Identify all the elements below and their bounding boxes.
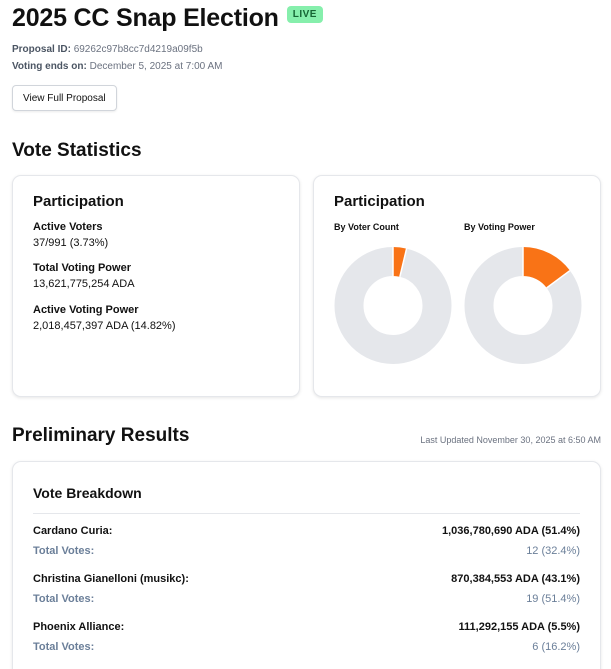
total-voting-power-label: Total Voting Power xyxy=(33,262,131,274)
proposal-id-label: Proposal ID: xyxy=(12,44,71,55)
active-voting-power-label: Active Voting Power xyxy=(33,304,139,316)
proposal-id-value: 69262c97b8cc7d4219a09f5b xyxy=(73,44,203,55)
view-full-proposal-button[interactable]: View Full Proposal xyxy=(12,85,117,111)
preliminary-results-title: Preliminary Results xyxy=(12,425,190,446)
candidate-name: Cardano Curia: xyxy=(33,525,113,537)
page-title: 2025 CC Snap Election xyxy=(12,4,279,32)
active-voting-power-value: 2,018,457,397 ADA (14.82%) xyxy=(33,320,176,332)
status-badge: LIVE xyxy=(287,6,323,23)
total-votes-label: Total Votes: xyxy=(33,593,95,605)
candidate-votes: 19 (51.4%) xyxy=(526,593,580,605)
participation-chart-title: Participation xyxy=(334,193,425,210)
proposal-id xyxy=(12,44,203,55)
participation-chart-card xyxy=(313,175,601,397)
vote-breakdown-title: Vote Breakdown xyxy=(33,485,142,501)
vote-breakdown-card xyxy=(12,461,601,669)
total-votes-label: Total Votes: xyxy=(33,641,95,653)
last-updated-text: Last Updated November 30, 2025 at 6:50 AM xyxy=(420,435,601,445)
active-voters-label: Active Voters xyxy=(33,221,103,233)
voting-ends-value: December 5, 2025 at 7:00 AM xyxy=(89,61,223,72)
total-votes-label: Total Votes: xyxy=(33,545,95,557)
voting-ends-label: Voting ends on: xyxy=(12,61,87,72)
candidate-votes: 6 (16.2%) xyxy=(532,641,580,653)
participation-card-title: Participation xyxy=(33,193,124,210)
candidate-votes-row xyxy=(33,593,580,605)
active-voters-value: 37/991 (3.73%) xyxy=(33,237,109,249)
total-voting-power-value: 13,621,775,254 ADA xyxy=(33,278,135,290)
candidate-name: Phoenix Alliance: xyxy=(33,621,125,633)
voting-power-chart-label: By Voting Power xyxy=(464,222,535,232)
vote-statistics-title: Vote Statistics xyxy=(12,140,142,161)
candidate-votes-row xyxy=(33,641,580,653)
candidate-votes: 12 (32.4%) xyxy=(526,545,580,557)
voting-power-donut-chart xyxy=(464,245,582,366)
participation-stats-card xyxy=(12,175,300,397)
title-row xyxy=(12,4,323,33)
voting-ends xyxy=(12,61,222,72)
candidate-power: 111,292,155 ADA (5.5%) xyxy=(458,621,580,633)
voter-count-chart-label: By Voter Count xyxy=(334,222,399,232)
divider xyxy=(33,513,580,514)
candidate-power: 1,036,780,690 ADA (51.4%) xyxy=(442,525,580,537)
candidate-row xyxy=(33,621,580,633)
voter-count-donut-chart xyxy=(334,245,452,366)
candidate-power: 870,384,553 ADA (43.1%) xyxy=(451,573,580,585)
candidate-row xyxy=(33,525,580,537)
candidate-votes-row xyxy=(33,545,580,557)
candidate-row xyxy=(33,573,580,585)
candidate-name: Christina Gianelloni (musikc): xyxy=(33,573,189,585)
